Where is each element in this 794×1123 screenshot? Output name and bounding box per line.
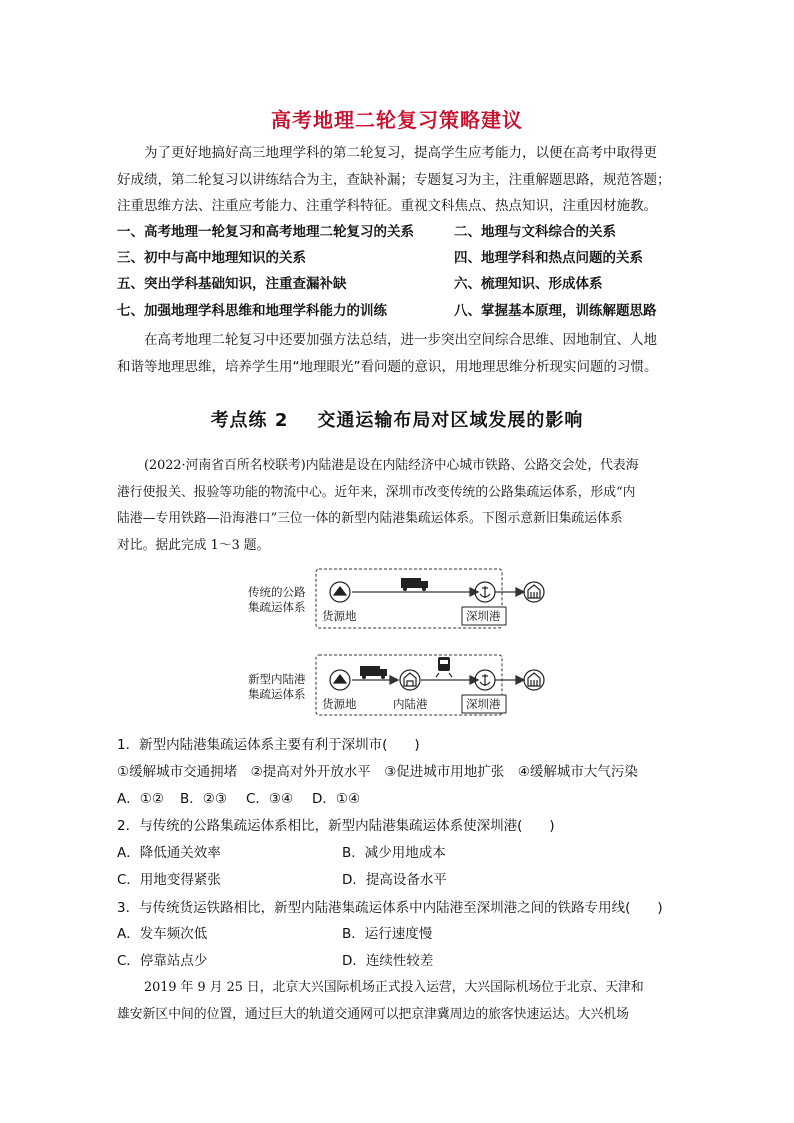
question-stem: 2．与传统的公路集疏运体系相比，新型内陆港集疏运体系使深圳港( ) xyxy=(117,818,555,834)
port-label: 深圳港 xyxy=(466,609,501,623)
truck-icon xyxy=(401,578,428,591)
question-option: C．停靠站点少 xyxy=(117,953,208,969)
method-line: 和谐等地理思维，培养学生用“地理眼光”看问题的意识，用地理思维分析现实问题的习惯。 xyxy=(117,358,658,375)
strategy-item: 一、高考地理一轮复习和高考地理二轮复习的关系 xyxy=(117,224,414,240)
question-option: A．发车频次低 xyxy=(117,926,208,942)
strategy-item: 二、地理与文科综合的关系 xyxy=(454,224,616,240)
transport-diagram xyxy=(240,565,560,720)
row2-label-line: 集疏运体系 xyxy=(248,687,306,701)
closing-line: 雄安新区中间的位置，通过巨大的轨道交通网可以把京津冀周边的旅客快速运达。大兴机场 xyxy=(117,1006,629,1022)
row1-label-line: 传统的公路 xyxy=(248,585,306,599)
material-line: (2022·河南省百所名校联考)内陆港是设在内陆经济中心城市铁路、公路交会处，代表海 xyxy=(144,458,639,473)
material-line: 港行使报关、报验等功能的物流中心。近年来，深圳市改变传统的公路集疏运体系，形成“内 xyxy=(117,484,636,500)
question-option: B．运行速度慢 xyxy=(342,926,433,942)
strategy-item: 三、初中与高中地理知识的关系 xyxy=(117,250,306,266)
intro-line: 好成绩，第二轮复习以讲练结合为主，查缺补漏；专题复习为主，注重解题思路，规范答题； xyxy=(117,171,671,188)
page-title: 高考地理二轮复习策略建议 xyxy=(271,108,523,132)
strategy-row xyxy=(117,298,682,324)
row2-label xyxy=(248,672,306,702)
origin-label: 货源地 xyxy=(322,697,357,711)
material-line: 对比。据此完成 1～3 题。 xyxy=(117,537,270,553)
inland-port-label: 内陆港 xyxy=(393,697,428,711)
cargo-icon xyxy=(330,670,350,690)
question-option: C．用地变得紧张 xyxy=(117,872,221,888)
question-option: B．减少用地成本 xyxy=(342,845,446,861)
method-line: 在高考地理二轮复习中还要加强方法总结，进一步突出空间综合思维、因地制宜、人地 xyxy=(144,332,657,348)
intro-line: 为了更好地搞好高三地理学科的第二轮复习，提高学生应考能力，以便在高考中取得更 xyxy=(144,145,657,161)
city-icon xyxy=(524,582,544,602)
city-icon xyxy=(524,670,544,690)
question-option: C．③④ xyxy=(246,791,294,807)
question-option: D．连续性较差 xyxy=(342,953,434,969)
strategy-row xyxy=(117,271,682,297)
closing-line: 2019 年 9 月 25 日，北京大兴国际机场正式投入运营，大兴国际机场位于北京、天津和 xyxy=(144,980,644,995)
strategy-row xyxy=(117,245,682,271)
cargo-icon xyxy=(330,582,350,602)
material-line: 陆港—专用铁路—沿海港口”三位一体的新型内陆港集疏运体系。下图示意新旧集疏运体系 xyxy=(117,511,623,526)
strategy-item: 八、掌握基本原理，训练解题思路 xyxy=(454,303,657,319)
closing-paragraph xyxy=(117,975,682,1028)
question-option: D．提高设备水平 xyxy=(342,872,447,888)
question-option: A．①② xyxy=(117,791,164,807)
question-option: A．降低通关效率 xyxy=(117,845,221,861)
row1-arrows xyxy=(352,588,524,596)
method-paragraph xyxy=(117,327,682,380)
strategy-item: 七、加强地理学科思维和地理学科能力的训练 xyxy=(117,303,387,319)
row1-label xyxy=(248,585,306,615)
port-label: 深圳港 xyxy=(466,697,501,711)
strategy-item: 五、突出学科基础知识，注重查漏补缺 xyxy=(117,276,347,292)
row2-label-line: 新型内陆港 xyxy=(248,672,306,686)
train-icon xyxy=(436,657,452,677)
question-items: ①缓解城市交通拥堵 ②提高对外开放水平 ③促进城市用地扩张 ④缓解城市大气污染 xyxy=(117,764,638,780)
section-title: 考点练 2 交通运输布局对区域发展的影响 xyxy=(210,410,584,431)
warehouse-icon xyxy=(400,670,420,690)
question-option: B．②③ xyxy=(180,791,227,807)
intro-paragraph xyxy=(117,140,682,220)
strategy-item: 四、地理学科和热点问题的关系 xyxy=(454,250,643,266)
strategy-row xyxy=(117,219,682,245)
intro-line: 注重思维方法、注重应考能力、注重学科特征。重视文科焦点、热点知识，注重因材施教。 xyxy=(117,198,657,214)
row1-label-line: 集疏运体系 xyxy=(248,600,306,614)
material-paragraph xyxy=(117,453,682,559)
truck-icon xyxy=(360,666,387,679)
origin-label: 货源地 xyxy=(322,609,357,623)
question-stem: 3．与传统货运铁路相比，新型内陆港集疏运体系中内陆港至深圳港之间的铁路专用线( ) xyxy=(117,900,663,916)
row2-arrows xyxy=(352,676,524,684)
strategy-item: 六、梳理知识、形成体系 xyxy=(454,276,603,292)
question-stem: 1．新型内陆港集疏运体系主要有利于深圳市( ) xyxy=(117,737,420,753)
question-option: D．①④ xyxy=(312,791,361,807)
